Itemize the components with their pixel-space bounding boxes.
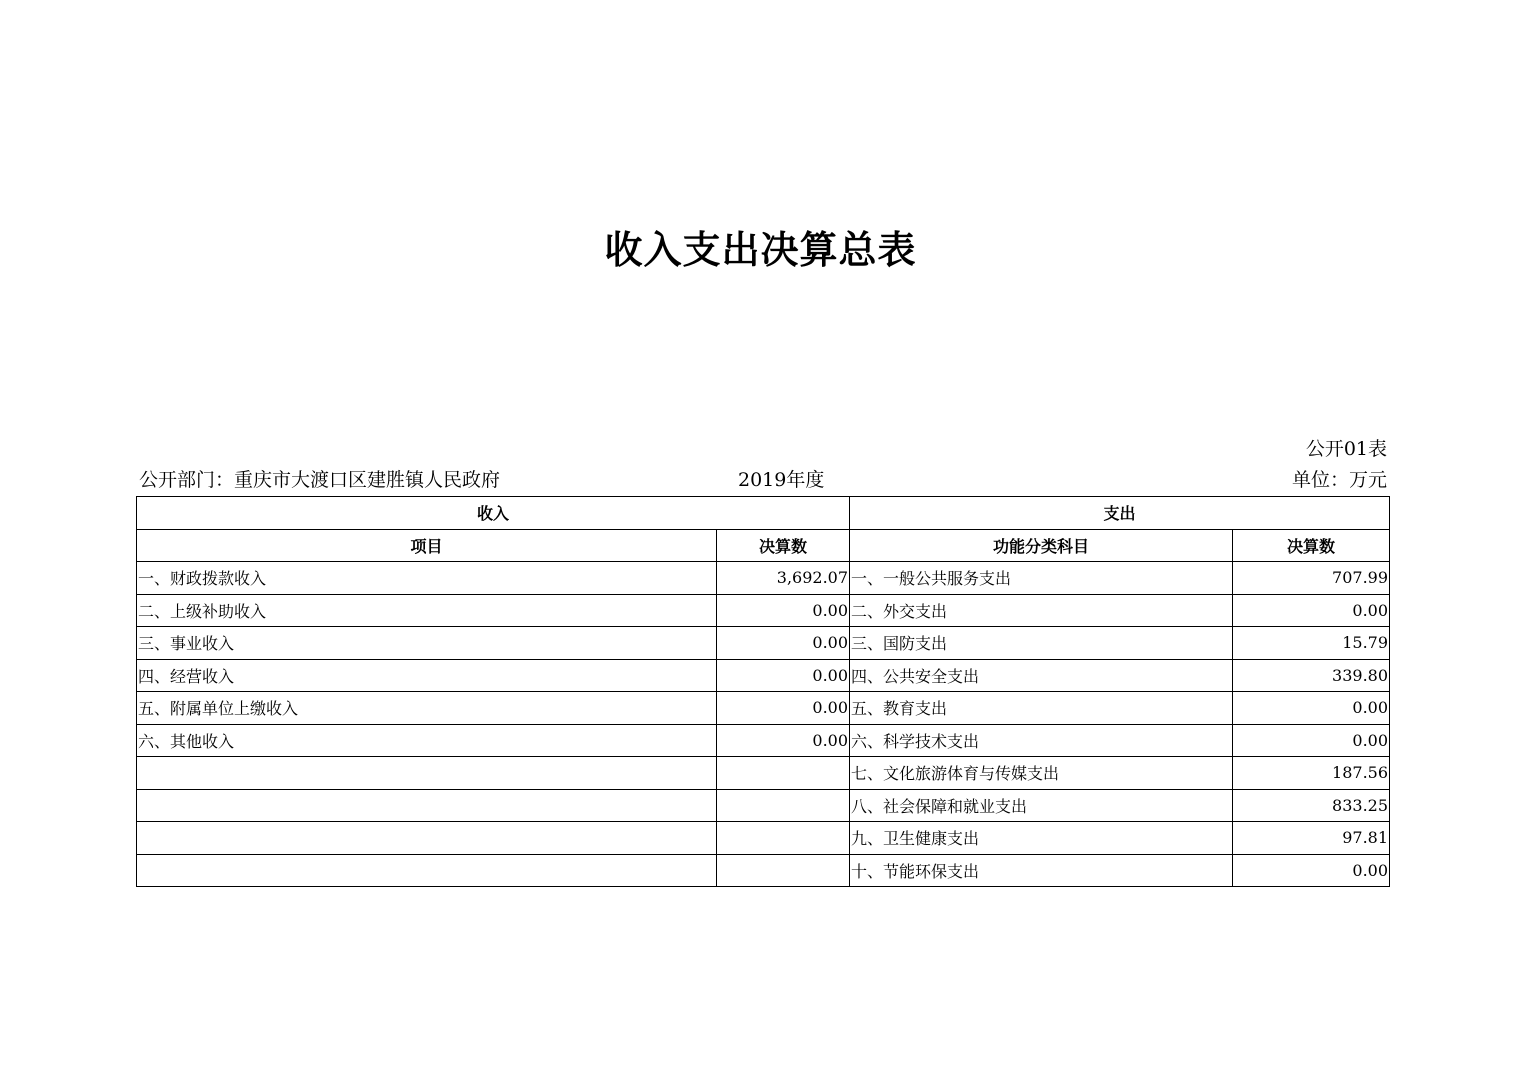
table-column-header-row — [137, 529, 1390, 562]
expense-group-header: 支出 — [850, 497, 1390, 530]
department-label: 公开部门：重庆市大渡口区建胜镇人民政府 — [139, 469, 501, 491]
income-group-header: 收入 — [137, 497, 850, 530]
table-row — [137, 822, 1390, 855]
table-group-header-row — [137, 497, 1390, 530]
col-item-header: 项目 — [137, 529, 717, 562]
table-row — [137, 594, 1390, 627]
col-expense-amount-header: 决算数 — [1233, 529, 1390, 562]
expense-amount-cell: 0.00 — [1233, 692, 1390, 725]
income-amount-cell — [717, 822, 850, 855]
expense-amount-cell: 97.81 — [1233, 822, 1390, 855]
income-amount-cell — [717, 854, 850, 887]
income-amount-cell: 0.00 — [717, 659, 850, 692]
expense-item-cell: 七、文化旅游体育与传媒支出 — [850, 757, 1233, 790]
expense-amount-cell: 187.56 — [1233, 757, 1390, 790]
table-row — [137, 789, 1390, 822]
expense-item-cell: 二、外交支出 — [850, 594, 1233, 627]
year-label: 2019年度 — [738, 469, 825, 491]
budget-table — [136, 496, 1390, 887]
form-id-label: 公开01表 — [1305, 438, 1387, 460]
expense-item-cell: 三、国防支出 — [850, 627, 1233, 660]
expense-item-cell: 五、教育支出 — [850, 692, 1233, 725]
expense-amount-cell: 0.00 — [1233, 854, 1390, 887]
col-income-amount-header: 决算数 — [717, 529, 850, 562]
expense-amount-cell: 0.00 — [1233, 594, 1390, 627]
expense-item-cell: 一、一般公共服务支出 — [850, 562, 1233, 595]
income-amount-cell: 0.00 — [717, 724, 850, 757]
income-item-cell: 六、其他收入 — [137, 724, 717, 757]
expense-amount-cell: 339.80 — [1233, 659, 1390, 692]
income-amount-cell: 0.00 — [717, 692, 850, 725]
expense-item-cell: 六、科学技术支出 — [850, 724, 1233, 757]
expense-item-cell: 八、社会保障和就业支出 — [850, 789, 1233, 822]
col-function-header: 功能分类科目 — [850, 529, 1233, 562]
income-amount-cell: 3,692.07 — [717, 562, 850, 595]
table-row — [137, 724, 1390, 757]
income-amount-cell: 0.00 — [717, 594, 850, 627]
table-row — [137, 692, 1390, 725]
income-item-cell: 四、经营收入 — [137, 659, 717, 692]
unit-label: 单位：万元 — [1291, 469, 1387, 491]
income-item-cell — [137, 822, 717, 855]
expense-amount-cell: 15.79 — [1233, 627, 1390, 660]
table-row — [137, 757, 1390, 790]
income-item-cell: 二、上级补助收入 — [137, 594, 717, 627]
income-amount-cell — [717, 757, 850, 790]
expense-amount-cell: 707.99 — [1233, 562, 1390, 595]
table-row — [137, 627, 1390, 660]
expense-amount-cell: 833.25 — [1233, 789, 1390, 822]
income-item-cell: 一、财政拨款收入 — [137, 562, 717, 595]
income-item-cell: 五、附属单位上缴收入 — [137, 692, 717, 725]
expense-item-cell: 四、公共安全支出 — [850, 659, 1233, 692]
expense-item-cell: 十、节能环保支出 — [850, 854, 1233, 887]
table-row — [137, 854, 1390, 887]
income-amount-cell — [717, 789, 850, 822]
income-item-cell — [137, 789, 717, 822]
income-amount-cell: 0.00 — [717, 627, 850, 660]
expense-amount-cell: 0.00 — [1233, 724, 1390, 757]
table-row — [137, 659, 1390, 692]
expense-item-cell: 九、卫生健康支出 — [850, 822, 1233, 855]
table-row — [137, 562, 1390, 595]
income-item-cell — [137, 854, 717, 887]
income-item-cell — [137, 757, 717, 790]
income-item-cell: 三、事业收入 — [137, 627, 717, 660]
page-title: 收入支出决算总表 — [604, 228, 917, 272]
